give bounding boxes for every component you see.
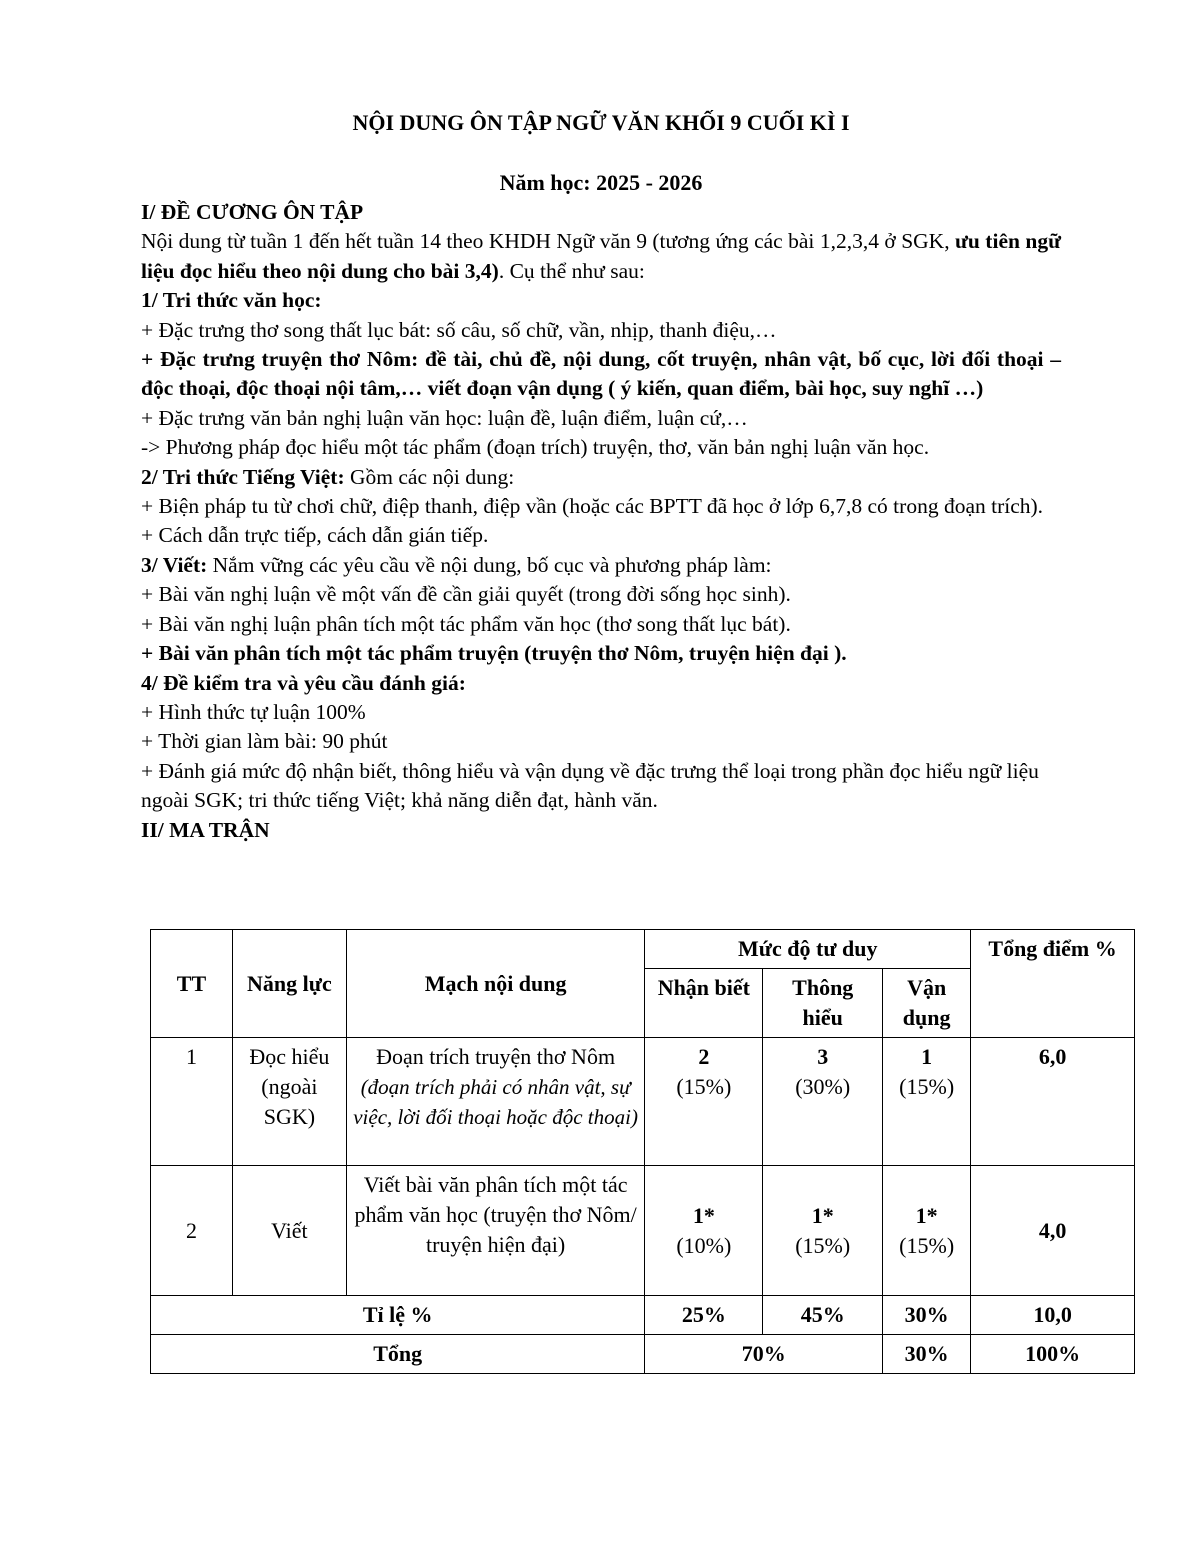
vietnamese-item-2: + Cách dẫn trực tiếp, cách dẫn gián tiếp. <box>141 523 489 548</box>
cell-tong: 6,0 <box>971 1038 1135 1166</box>
school-year: Năm học: 2025 - 2026 <box>499 170 703 195</box>
header-nang-luc: Năng lực <box>232 930 346 1038</box>
cell-mach: Đoạn trích truyện thơ Nôm (đoạn trích phải có nhân vật, sự việc, lời đối thoại hoặc độc thoại) <box>346 1038 645 1166</box>
cell-van-dung: 1 (15%) <box>883 1038 971 1166</box>
cell-tong-label: Tổng <box>151 1335 645 1374</box>
table-row-ti-le <box>151 1296 1135 1335</box>
header-tong-diem: Tổng điểm % <box>971 930 1135 1038</box>
cell-thong-hieu: 3 (30%) <box>763 1038 883 1166</box>
writing-item-3: + Bài văn phân tích một tác phẩm truyện (truyện thơ Nôm, truyện hiện đại ). <box>141 641 847 666</box>
literary-item-1: + Đặc trưng thơ song thất lục bát: số câu, số chữ, vần, nhịp, thanh điệu,… <box>141 317 777 342</box>
table-row <box>151 1038 1135 1166</box>
table-header-row <box>151 930 1135 969</box>
literary-item-4: -> Phương pháp đọc hiểu một tác phẩm (đoạn trích) truyện, thơ, văn bản nghị luận văn học. <box>141 435 930 460</box>
table-row <box>151 1166 1135 1296</box>
exam-item-1: + Hình thức tự luận 100% <box>141 699 366 724</box>
cell-nhan-biet: 2 (15%) <box>645 1038 763 1166</box>
section2-heading: II/ MA TRẬN <box>141 817 270 842</box>
literary-item-3: + Đặc trưng văn bản nghị luận văn học: luận đề, luận điểm, luận cứ,… <box>141 405 748 430</box>
cell-tt: 1 <box>151 1038 233 1166</box>
cell-nang-luc: Viết <box>232 1166 346 1296</box>
matrix-table <box>150 929 1135 1374</box>
header-nhan-biet: Nhận biết <box>645 969 763 1038</box>
intro-paragraph: Nội dung từ tuần 1 đến hết tuần 14 theo KHDH Ngữ văn 9 (tương ứng các bài 1,2,3,4 ở SGK, ưu tiên ngữ liệu đọc hiểu theo nội dung cho bài 3,4). Cụ thể như sau: <box>141 229 1061 283</box>
header-van-dung: Vận dụng <box>883 969 971 1038</box>
cell-tt: 2 <box>151 1166 233 1296</box>
cell-tong: 4,0 <box>971 1166 1135 1296</box>
cell-nang-luc: Đọc hiểu (ngoài SGK) <box>232 1038 346 1166</box>
literary-item-2: + Đặc trưng truyện thơ Nôm: đề tài, chủ đề, nội dung, cốt truyện, nhân vật, bố cục, lời đối thoại – độc thoại, độc thoại nội tâm,… viết đoạn vận dụng ( ý kiến, quan điểm, bài học, suy nghĩ …) <box>141 347 1061 401</box>
cell-nhan-biet: 1* (10%) <box>645 1166 763 1296</box>
cell-tong-nbth: 70% <box>645 1335 883 1374</box>
section1-heading: I/ ĐỀ CƯƠNG ÔN TẬP <box>141 200 364 224</box>
writing-item-1: + Bài văn nghị luận về một vấn đề cần giải quyết (trong đời sống học sinh). <box>141 582 791 607</box>
writing-item-2: + Bài văn nghị luận phân tích một tác phẩm văn học (thơ song thất lục bát). <box>141 611 791 636</box>
cell-ti-le-label: Tỉ lệ % <box>151 1296 645 1335</box>
cell-mach-note: (đoạn trích phải có nhân vật, sự việc, lời đối thoại hoặc độc thoại) <box>353 1075 638 1129</box>
header-muc-do: Mức độ tư duy <box>645 930 971 969</box>
vietnamese-item-1: + Biện pháp tu từ chơi chữ, điệp thanh, điệp vần (hoặc các BPTT đã học ở lớp 6,7,8 có trong đoạn trích). <box>141 494 1044 519</box>
literary-knowledge-heading: 1/ Tri thức văn học: <box>141 288 322 313</box>
exam-item-2: + Thời gian làm bài: 90 phút <box>141 729 388 754</box>
cell-mach: Viết bài văn phân tích một tác phẩm văn học (truyện thơ Nôm/ truyện hiện đại) <box>346 1166 645 1296</box>
cell-ti-le-vd: 30% <box>883 1296 971 1335</box>
document-title: NỘI DUNG ÔN TẬP NGỮ VĂN KHỐI 9 CUỐI KÌ I <box>352 110 850 135</box>
exam-item-3: + Đánh giá mức độ nhận biết, thông hiểu và vận dụng về đặc trưng thể loại trong phần đọc hiểu ngữ liệu ngoài SGK; tri thức tiếng Việt; khả năng diễn đạt, hành văn. <box>141 758 1039 813</box>
header-tt: TT <box>151 930 233 1038</box>
header-thong-hieu: Thông hiểu <box>763 969 883 1038</box>
cell-ti-le-th: 45% <box>763 1296 883 1335</box>
cell-thong-hieu: 1* (15%) <box>763 1166 883 1296</box>
header-mach-noi-dung: Mạch nội dung <box>346 930 645 1038</box>
exam-heading: 4/ Đề kiểm tra và yêu cầu đánh giá: <box>141 670 466 695</box>
writing-heading: 3/ Viết: Nắm vững các yêu cầu về nội dung, bố cục và phương pháp làm: <box>141 552 772 577</box>
cell-ti-le-tong: 10,0 <box>971 1296 1135 1335</box>
table-row-tong <box>151 1335 1135 1374</box>
cell-ti-le-nb: 25% <box>645 1296 763 1335</box>
cell-tong-total: 100% <box>971 1335 1135 1374</box>
cell-van-dung: 1* (15%) <box>883 1166 971 1296</box>
vietnamese-knowledge-heading: 2/ Tri thức Tiếng Việt: Gồm các nội dung: <box>141 464 515 489</box>
cell-tong-vd: 30% <box>883 1335 971 1374</box>
document-body <box>141 108 1061 845</box>
